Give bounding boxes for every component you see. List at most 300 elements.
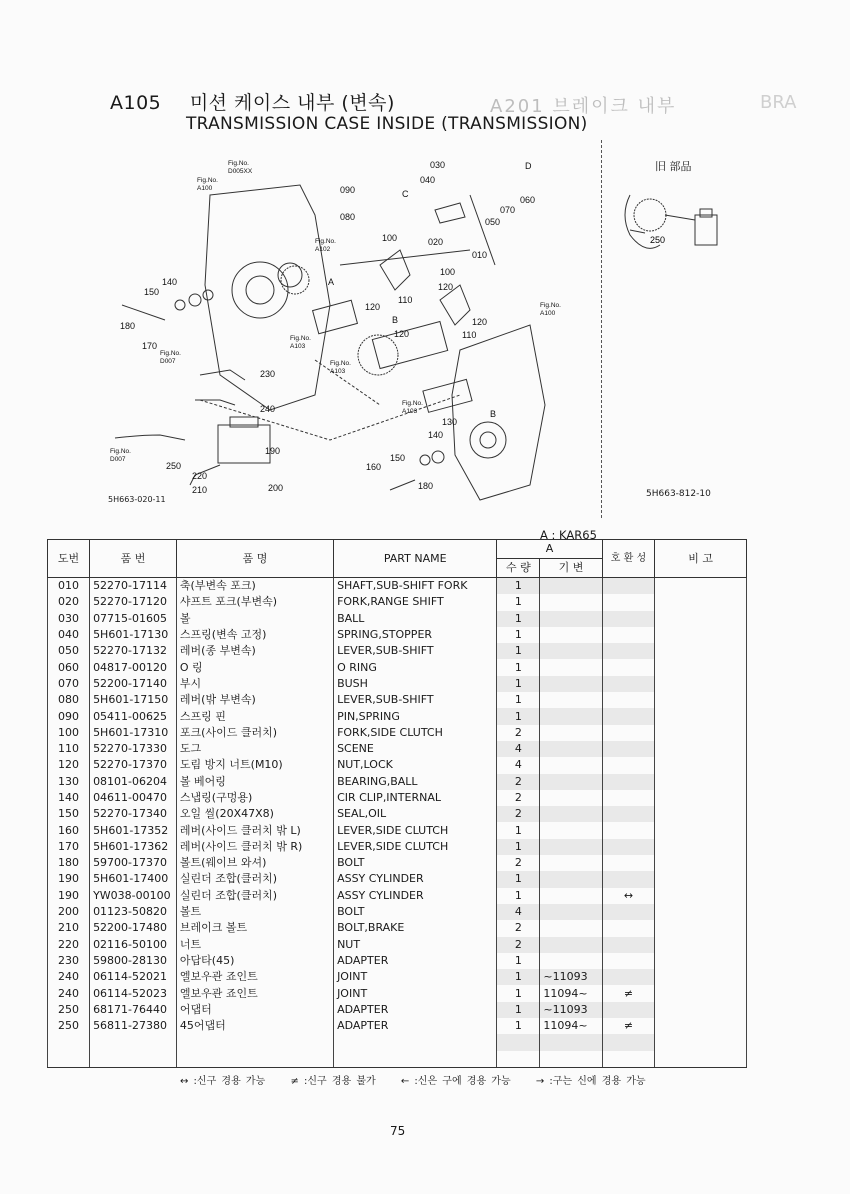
cell-no: 010 [48, 578, 90, 595]
cell-kr: 레버(사이드 클러치 밖 R) [176, 839, 333, 855]
svg-text:090: 090 [340, 185, 356, 195]
cell-serial [540, 839, 602, 855]
cell-qty: 1 [497, 1018, 540, 1034]
cell-pn: 5H601-17310 [90, 725, 177, 741]
cell-rm [655, 692, 747, 708]
gear-shaft-left [313, 300, 358, 334]
cell-ex [602, 904, 655, 920]
cell-en: SEAL,OIL [334, 806, 497, 822]
cell-qty [497, 1034, 540, 1050]
cell-kr: 레버(사이드 클러치 밖 L) [176, 822, 333, 838]
table-row [48, 806, 747, 822]
cell-en: BALL [334, 611, 497, 627]
cell-no [48, 1051, 90, 1068]
cell-ex [602, 774, 655, 790]
svg-text:Fig.No.: Fig.No. [290, 335, 311, 342]
svg-text:170: 170 [142, 341, 158, 351]
cell-qty: 2 [497, 725, 540, 741]
table-row [48, 790, 747, 806]
old-parts-label: 旧 部品 [655, 160, 692, 173]
cell-pn: 02116-50100 [90, 937, 177, 953]
cell-kr: 브레이크 볼트 [176, 920, 333, 936]
svg-text:200: 200 [268, 483, 284, 493]
table-row [48, 643, 747, 659]
cell-pn: 59700-17370 [90, 855, 177, 871]
cell-qty: 1 [497, 708, 540, 724]
table-row [48, 888, 747, 904]
svg-text:050: 050 [485, 217, 501, 227]
cell-pn: 5H601-17362 [90, 839, 177, 855]
cell-serial [540, 774, 602, 790]
cell-rm [655, 969, 747, 985]
cell-pn: 5H601-17150 [90, 692, 177, 708]
header-ref-no: 도번 [48, 540, 90, 578]
svg-text:080: 080 [340, 212, 356, 222]
cell-ex [602, 627, 655, 643]
cell-en: BOLT [334, 855, 497, 871]
cell-rm [655, 643, 747, 659]
cell-en: NUT [334, 937, 497, 953]
cell-en: FORK,SIDE CLUTCH [334, 725, 497, 741]
svg-text:C: C [402, 189, 409, 199]
cell-pn: 04611-00470 [90, 790, 177, 806]
cell-serial [540, 806, 602, 822]
cell-serial [540, 790, 602, 806]
cell-no: 080 [48, 692, 90, 708]
cell-rm [655, 1002, 747, 1018]
cell-pn: 68171-76440 [90, 1002, 177, 1018]
svg-text:110: 110 [398, 295, 413, 305]
parts-table-body [48, 578, 747, 1068]
svg-text:060: 060 [520, 195, 536, 205]
cell-en: SPRING,STOPPER [334, 627, 497, 643]
table-row [48, 855, 747, 871]
cell-en: ASSY CYLINDER [334, 888, 497, 904]
cell-no: 250 [48, 1018, 90, 1034]
svg-text:240: 240 [260, 404, 276, 414]
cell-kr: 도림 방지 너트(M10) [176, 757, 333, 773]
cell-serial [540, 627, 602, 643]
cell-kr: 스프링 핀 [176, 708, 333, 724]
cell-kr: 아답타(45) [176, 953, 333, 969]
cell-ex: ↔ [602, 888, 655, 904]
cell-pn: 52270-17120 [90, 594, 177, 610]
cell-pn: 05411-00625 [90, 708, 177, 724]
svg-text:130: 130 [442, 417, 458, 427]
svg-text:A102: A102 [315, 246, 331, 253]
table-row [48, 969, 747, 985]
cell-qty: 1 [497, 839, 540, 855]
svg-text:140: 140 [162, 277, 178, 287]
legend-item: ← :신은 구에 경용 가능 [400, 1076, 511, 1087]
svg-text:Fig.No.: Fig.No. [315, 238, 336, 245]
svg-text:A100: A100 [540, 310, 556, 317]
bleed-through-text: A201 브레이크 내부 [490, 96, 677, 117]
cell-kr: 샤프트 포크(부변속) [176, 594, 333, 610]
cell-rm [655, 937, 747, 953]
cell-ex: ≠ [602, 985, 655, 1001]
title-korean: 미션 케이스 내부 (변속) [189, 92, 395, 114]
figure-code-right: 5H663-812-10 [646, 489, 711, 499]
cell-no: 030 [48, 611, 90, 627]
svg-text:120: 120 [438, 282, 454, 292]
table-row [48, 839, 747, 855]
svg-text:120: 120 [394, 329, 410, 339]
table-row [48, 1002, 747, 1018]
cell-rm [655, 578, 747, 595]
table-row [48, 676, 747, 692]
table-row [48, 904, 747, 920]
cell-pn: 59800-28130 [90, 953, 177, 969]
svg-text:D005XX: D005XX [228, 168, 253, 175]
table-row [48, 725, 747, 741]
cell-en [334, 1034, 497, 1050]
gear-upper [281, 266, 309, 294]
cell-no: 160 [48, 822, 90, 838]
cell-no: 220 [48, 937, 90, 953]
svg-text:A103: A103 [330, 368, 346, 375]
legend-item: ↔ :신구 경용 가능 [180, 1076, 266, 1087]
legend-item: ≠ :신구 경용 불가 [290, 1076, 376, 1087]
cell-serial [540, 937, 602, 953]
svg-text:120: 120 [472, 317, 488, 327]
legend-item: → :구는 신에 경용 가능 [535, 1076, 646, 1087]
table-row [48, 708, 747, 724]
cell-pn: 5H601-17400 [90, 871, 177, 887]
cell-pn: 5H601-17352 [90, 822, 177, 838]
cell-kr: 축(부변속 포크) [176, 578, 333, 595]
cell-qty: 2 [497, 920, 540, 936]
table-row [48, 937, 747, 953]
svg-text:250: 250 [166, 461, 182, 471]
cell-no: 240 [48, 969, 90, 985]
cell-serial [540, 871, 602, 887]
cell-kr: 오일 씰(20X47X8) [176, 806, 333, 822]
cell-rm [655, 839, 747, 855]
transmission-case-right [452, 325, 545, 500]
cell-pn [90, 1034, 177, 1050]
cell-pn: 04817-00120 [90, 659, 177, 675]
cell-rm [655, 985, 747, 1001]
cell-kr: 스프링(변속 고정) [176, 627, 333, 643]
cell-ex [602, 578, 655, 595]
cell-no: 100 [48, 725, 90, 741]
cell-en: ASSY CYLINDER [334, 871, 497, 887]
cell-no: 190 [48, 888, 90, 904]
svg-text:Fig.No.: Fig.No. [330, 360, 351, 367]
cell-qty: 1 [497, 643, 540, 659]
cell-qty: 4 [497, 741, 540, 757]
cell-qty: 2 [497, 806, 540, 822]
cell-en: BOLT,BRAKE [334, 920, 497, 936]
cell-ex [602, 839, 655, 855]
svg-text:160: 160 [366, 462, 382, 472]
cell-ex [602, 969, 655, 985]
cell-no: 140 [48, 790, 90, 806]
table-row [48, 822, 747, 838]
table-row [48, 594, 747, 610]
cell-kr: O 링 [176, 659, 333, 675]
section-code: A105 [110, 92, 162, 114]
svg-text:250: 250 [650, 235, 666, 245]
cell-ex [602, 741, 655, 757]
cell-no: 110 [48, 741, 90, 757]
svg-text:Fig.No.: Fig.No. [160, 350, 181, 357]
cell-rm [655, 822, 747, 838]
table-row [48, 920, 747, 936]
cell-qty: 1 [497, 659, 540, 675]
cell-rm [655, 659, 747, 675]
cell-kr: 볼트(웨이브 와셔) [176, 855, 333, 871]
model-key: A : KAR65 [540, 528, 597, 542]
cell-serial [540, 1051, 602, 1068]
table-row [48, 953, 747, 969]
title-english: TRANSMISSION CASE INSIDE (TRANSMISSION) [186, 114, 588, 134]
cell-ex [602, 855, 655, 871]
cell-serial [540, 1034, 602, 1050]
cell-ex [602, 953, 655, 969]
cell-rm [655, 1018, 747, 1034]
cell-kr: 엘보우관 죠인트 [176, 969, 333, 985]
svg-text:180: 180 [418, 481, 434, 491]
table-row [48, 757, 747, 773]
table-row [48, 659, 747, 675]
cell-rm [655, 871, 747, 887]
cell-pn: 52270-17330 [90, 741, 177, 757]
cell-no: 240 [48, 985, 90, 1001]
cell-pn: 06114-52023 [90, 985, 177, 1001]
cell-kr [176, 1034, 333, 1050]
cell-en: LEVER,SIDE CLUTCH [334, 822, 497, 838]
cell-pn: 52270-17340 [90, 806, 177, 822]
cell-ex [602, 757, 655, 773]
table-row [48, 871, 747, 887]
cell-ex [602, 659, 655, 675]
svg-text:D007: D007 [160, 358, 176, 365]
cell-serial [540, 741, 602, 757]
cell-ex [602, 871, 655, 887]
page-title [110, 88, 395, 115]
cell-rm [655, 741, 747, 757]
svg-text:B: B [392, 315, 399, 325]
cell-kr: 부시 [176, 676, 333, 692]
legend-rule [47, 1067, 747, 1068]
cell-kr: 볼트 [176, 904, 333, 920]
header-group-a: A [497, 540, 602, 559]
cell-serial: ~11093 [540, 1002, 602, 1018]
cell-kr: 실린더 조합(클러치) [176, 888, 333, 904]
svg-text:Fig.No.: Fig.No. [540, 302, 561, 309]
cell-qty: 1 [497, 871, 540, 887]
svg-text:010: 010 [472, 250, 488, 260]
svg-text:120: 120 [365, 302, 381, 312]
cell-qty: 1 [497, 627, 540, 643]
cell-kr: 레버(종 부변속) [176, 643, 333, 659]
table-row [48, 692, 747, 708]
cell-pn: 52200-17140 [90, 676, 177, 692]
cell-rm [655, 855, 747, 871]
cell-no: 050 [48, 643, 90, 659]
svg-text:Fig.No.: Fig.No. [228, 160, 249, 167]
cell-serial [540, 659, 602, 675]
cell-serial [540, 578, 602, 595]
cell-serial [540, 855, 602, 871]
bleed-through-text-2: BRA [760, 92, 797, 113]
cell-qty: 1 [497, 822, 540, 838]
svg-text:190: 190 [265, 446, 281, 456]
cell-no [48, 1034, 90, 1050]
cell-kr: 45어댑터 [176, 1018, 333, 1034]
cell-ex [602, 1051, 655, 1068]
cell-serial [540, 822, 602, 838]
cell-ex [602, 692, 655, 708]
cell-ex [602, 822, 655, 838]
cell-qty: 1 [497, 611, 540, 627]
cell-no: 060 [48, 659, 90, 675]
cell-serial [540, 594, 602, 610]
cell-no: 120 [48, 757, 90, 773]
old-parts-diagram [610, 175, 740, 295]
cell-serial: 11094~ [540, 985, 602, 1001]
cell-qty: 2 [497, 790, 540, 806]
cell-pn: YW038-00100 [90, 888, 177, 904]
clutch-cylinder [218, 425, 270, 463]
table-row [48, 627, 747, 643]
cell-en [334, 1051, 497, 1068]
cell-pn: 08101-06204 [90, 774, 177, 790]
svg-text:D: D [525, 161, 532, 171]
cell-en: JOINT [334, 969, 497, 985]
cell-pn: 5H601-17130 [90, 627, 177, 643]
cell-rm [655, 953, 747, 969]
cell-kr: 엘보우관 죠인트 [176, 985, 333, 1001]
header-korean-name: 품 명 [176, 540, 333, 578]
compatibility-legend [180, 1072, 666, 1087]
cell-pn [90, 1051, 177, 1068]
cell-en: LEVER,SUB-SHIFT [334, 692, 497, 708]
svg-text:140: 140 [428, 430, 444, 440]
svg-text:150: 150 [144, 287, 160, 297]
cell-rm [655, 708, 747, 724]
svg-text:100: 100 [440, 267, 456, 277]
cell-ex [602, 611, 655, 627]
cell-pn: 52270-17114 [90, 578, 177, 595]
cell-serial: 11094~ [540, 1018, 602, 1034]
svg-text:Fig.No.: Fig.No. [197, 177, 218, 184]
table-row [48, 1051, 747, 1068]
cell-serial [540, 676, 602, 692]
cell-no: 150 [48, 806, 90, 822]
cell-en: JOINT [334, 985, 497, 1001]
cell-qty: 2 [497, 937, 540, 953]
cell-qty: 1 [497, 594, 540, 610]
cell-no: 170 [48, 839, 90, 855]
cell-qty: 2 [497, 774, 540, 790]
cell-no: 250 [48, 1002, 90, 1018]
cell-en: ADAPTER [334, 1018, 497, 1034]
gear-shaft-center [372, 321, 447, 368]
cell-serial [540, 757, 602, 773]
cell-en: LEVER,SIDE CLUTCH [334, 839, 497, 855]
cell-kr: 너트 [176, 937, 333, 953]
cell-en: NUT,LOCK [334, 757, 497, 773]
cell-rm [655, 806, 747, 822]
cell-kr: 스냅링(구멍용) [176, 790, 333, 806]
cell-en: ADAPTER [334, 953, 497, 969]
cell-ex [602, 594, 655, 610]
cell-rm [655, 594, 747, 610]
cell-rm [655, 611, 747, 627]
table-row [48, 774, 747, 790]
svg-text:210: 210 [192, 485, 208, 495]
svg-text:220: 220 [192, 471, 208, 481]
svg-text:040: 040 [420, 175, 436, 185]
table-row [48, 985, 747, 1001]
cell-en: BUSH [334, 676, 497, 692]
cell-qty: 1 [497, 578, 540, 595]
cell-ex [602, 676, 655, 692]
cell-ex [602, 806, 655, 822]
cell-no: 040 [48, 627, 90, 643]
cell-qty: 1 [497, 1002, 540, 1018]
cell-no: 180 [48, 855, 90, 871]
cell-rm [655, 676, 747, 692]
svg-text:070: 070 [500, 205, 516, 215]
cell-rm [655, 725, 747, 741]
cell-serial [540, 611, 602, 627]
cell-serial [540, 643, 602, 659]
svg-text:Fig.No.: Fig.No. [402, 400, 423, 407]
header-exchange: 호 환 성 [602, 540, 655, 578]
cell-pn: 52270-17370 [90, 757, 177, 773]
cell-no: 210 [48, 920, 90, 936]
svg-text:A103: A103 [402, 408, 418, 415]
cell-ex [602, 1002, 655, 1018]
svg-text:030: 030 [430, 160, 446, 170]
figure-code-left: 5H663-020-11 [108, 495, 166, 504]
table-row [48, 741, 747, 757]
cell-kr: 실린더 조합(클러치) [176, 871, 333, 887]
cell-rm [655, 627, 747, 643]
cell-rm [655, 1051, 747, 1068]
cell-pn: 07715-01605 [90, 611, 177, 627]
divider-dashed [601, 140, 602, 518]
cell-rm [655, 888, 747, 904]
cell-kr: 도그 [176, 741, 333, 757]
cell-serial [540, 904, 602, 920]
cell-ex [602, 1034, 655, 1050]
header-quantity: 수 량 [497, 559, 540, 578]
cell-rm [655, 790, 747, 806]
cell-en: FORK,RANGE SHIFT [334, 594, 497, 610]
cell-pn: 52200-17480 [90, 920, 177, 936]
cell-serial [540, 888, 602, 904]
cell-ex [602, 643, 655, 659]
cell-no: 190 [48, 871, 90, 887]
cell-en: BEARING,BALL [334, 774, 497, 790]
cell-en: O RING [334, 659, 497, 675]
svg-text:A: A [328, 277, 335, 287]
table-row [48, 1034, 747, 1050]
cell-en: LEVER,SUB-SHIFT [334, 643, 497, 659]
cell-en: SHAFT,SUB-SHIFT FORK [334, 578, 497, 595]
cell-qty: 4 [497, 757, 540, 773]
cell-ex [602, 920, 655, 936]
cell-kr: 볼 베어링 [176, 774, 333, 790]
cell-ex [602, 790, 655, 806]
svg-text:150: 150 [390, 453, 406, 463]
parts-table [47, 539, 747, 1068]
